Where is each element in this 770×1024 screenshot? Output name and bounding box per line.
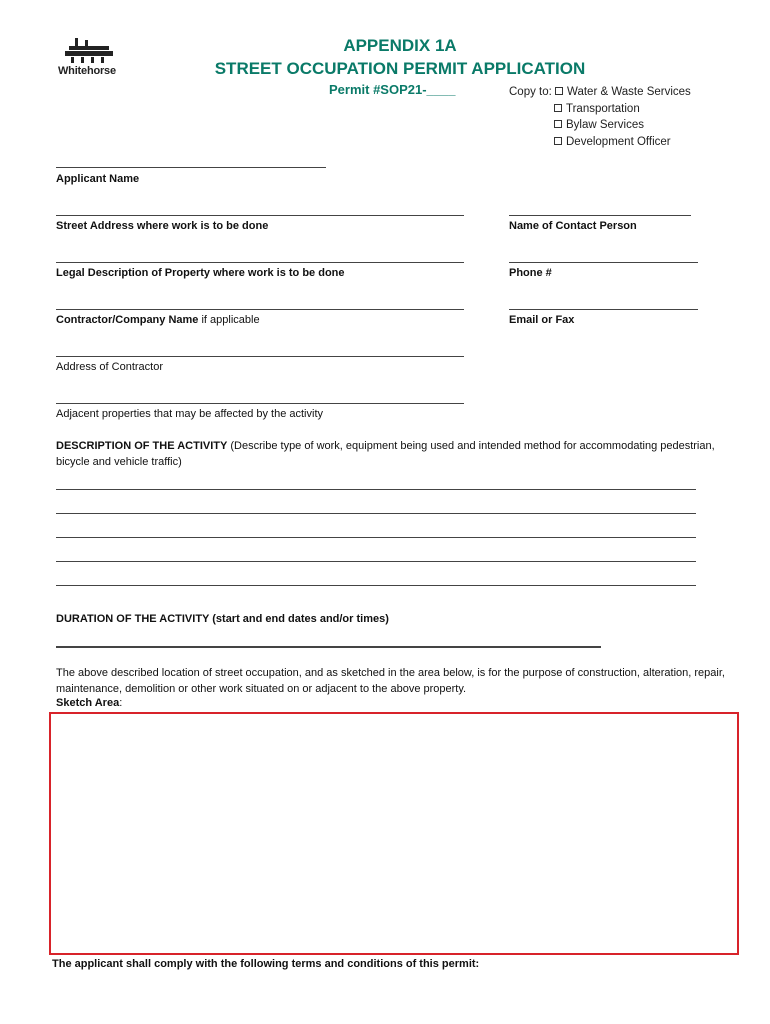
contractor-address-line[interactable] — [56, 356, 464, 357]
email-fax-line[interactable] — [509, 309, 698, 310]
description-line-5[interactable] — [56, 585, 696, 586]
description-line-2[interactable] — [56, 513, 696, 514]
form-title: STREET OCCUPATION PERMIT APPLICATION — [214, 59, 586, 78]
copy-to-label: Copy to: — [509, 86, 552, 98]
contractor-line[interactable] — [56, 309, 464, 310]
terms-heading: The applicant shall comply with the following terms and conditions of this permit: — [52, 958, 480, 970]
applicant-name-line[interactable] — [56, 167, 326, 168]
description-title: DESCRIPTION OF THE ACTIVITY — [56, 440, 228, 452]
checkbox-transportation[interactable] — [554, 104, 562, 112]
checkbox-development[interactable] — [554, 137, 562, 145]
purpose-statement: The above described location of street occupation, and as sketched in the area below, is for the purpose of construction, alteration, repair, maintenance, demolition or other work situated on or adjacent to the above property. — [56, 667, 725, 695]
street-address-label: Street Address where work is to be done — [56, 220, 269, 232]
description-heading — [56, 438, 716, 470]
phone-label: Phone # — [509, 267, 552, 279]
adjacent-properties-line[interactable] — [56, 403, 464, 404]
copy-to-bylaw: Bylaw Services — [566, 119, 644, 131]
contractor-label-bold: Contractor/Company Name — [56, 314, 199, 326]
sketch-area-colon: : — [119, 697, 123, 709]
duration-line[interactable] — [56, 646, 601, 648]
duration-title: DURATION OF THE ACTIVITY — [56, 613, 210, 625]
sketch-area-label — [56, 697, 122, 709]
contact-person-label: Name of Contact Person — [509, 220, 637, 232]
description-instructions: (Describe type of work, equipment being used and intended method for accommodating pedestrian, bicycle and vehicle traffic) — [56, 440, 715, 468]
contractor-address-label: Address of Contractor — [56, 361, 163, 373]
contractor-label — [56, 314, 260, 326]
sketch-area-box[interactable] — [49, 712, 739, 955]
logo-wordmark: Whitehorse — [58, 65, 116, 77]
description-line-3[interactable] — [56, 537, 696, 538]
appendix-heading: APPENDIX 1A — [343, 36, 457, 55]
copy-to-water: Water & Waste Services — [567, 86, 691, 98]
street-address-line[interactable] — [56, 215, 464, 216]
legal-description-line[interactable] — [56, 262, 464, 263]
contact-person-line[interactable] — [509, 215, 691, 216]
copy-to-list — [509, 84, 691, 150]
checkbox-bylaw[interactable] — [554, 120, 562, 128]
checkbox-water[interactable] — [555, 87, 563, 95]
description-line-4[interactable] — [56, 561, 696, 562]
email-fax-label: Email or Fax — [509, 314, 575, 326]
contractor-label-rest: if applicable — [198, 314, 260, 326]
permit-number: Permit #SOP21-____ — [329, 82, 456, 97]
applicant-name-label: Applicant Name — [56, 173, 140, 185]
adjacent-properties-label: Adjacent properties that may be affected by the activity — [56, 408, 324, 420]
copy-to-transportation: Transportation — [566, 102, 640, 115]
duration-instructions: (start and end dates and/or times) — [209, 613, 389, 625]
legal-description-label: Legal Description of Property where work is to be done — [56, 267, 345, 279]
description-line-1[interactable] — [56, 489, 696, 490]
copy-to-development: Development Officer — [566, 135, 671, 148]
sketch-area-title: Sketch Area — [56, 697, 120, 709]
phone-line[interactable] — [509, 262, 698, 263]
duration-heading — [56, 613, 389, 625]
